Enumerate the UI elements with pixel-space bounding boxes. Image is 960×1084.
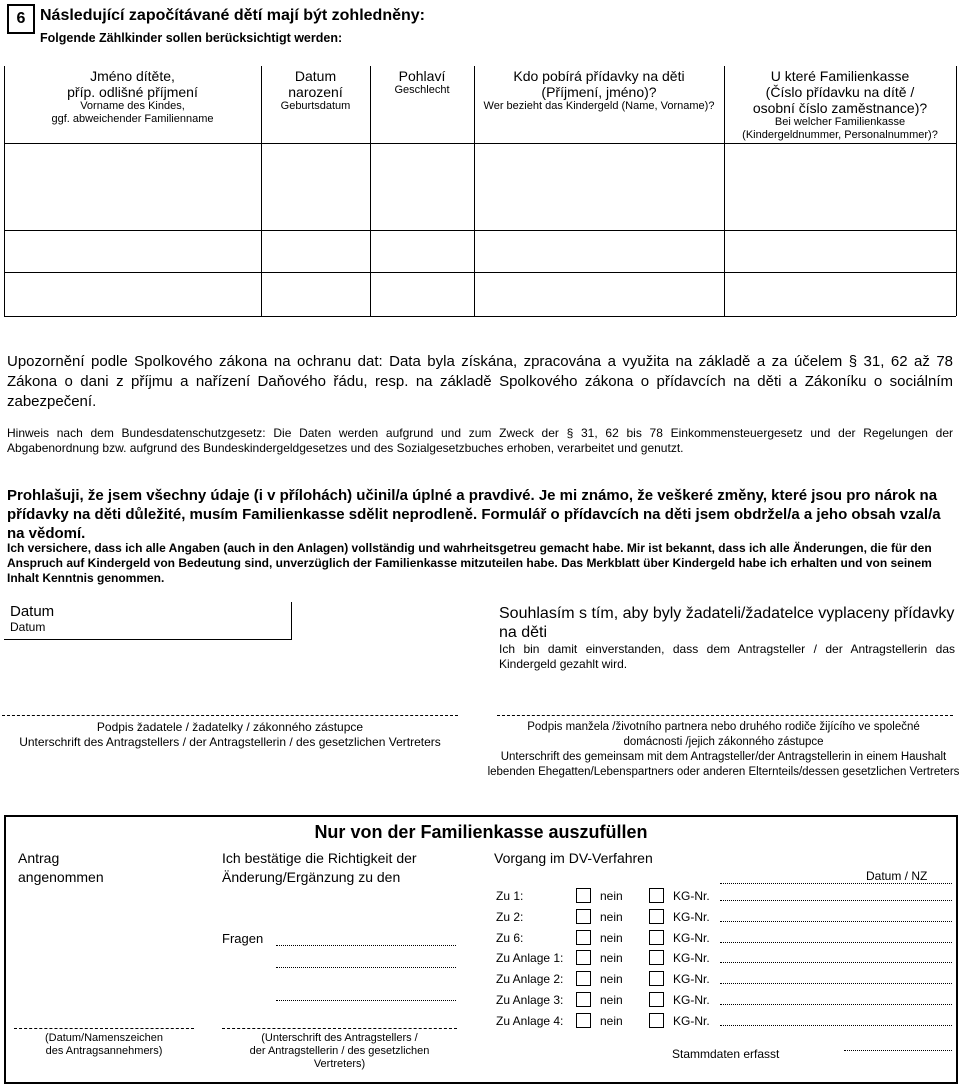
date-field[interactable] [4,602,292,640]
nein-checkbox[interactable] [576,1013,591,1028]
fragen-line-1[interactable] [276,945,456,946]
office-title: Nur von der Familienkasse auszufüllen [314,822,648,842]
datum-nz-label: Datum / NZ [866,869,928,883]
col-header-gender: Pohlaví Geschlecht [394,68,450,96]
kg-nr-label: KG-Nr. [673,889,710,903]
fragen-label: Fragen [222,931,264,946]
vorgang-row-label: Zu 2: [496,910,524,924]
sig-line-applicant-office[interactable] [222,1028,457,1029]
nein-checkbox[interactable] [576,950,591,965]
col-header-recipient: Kdo pobírá přídavky na děti (Příjmení, jméno)? Wer bezieht das Kindergeld (Name, Vorname)? [483,68,715,112]
kg-checkbox[interactable] [649,930,664,945]
kg-nr-line[interactable] [720,962,952,963]
kg-checkbox[interactable] [649,909,664,924]
signature-line-applicant[interactable] [2,715,458,716]
table-row-1-name[interactable] [5,144,261,230]
datum-nz-line[interactable] [720,883,952,884]
signature-label-partner: Podpis manžela /životního partnera nebo druhého rodiče žijícího ve společné domácnosti /jejich zákonného zástupce Unterschrift des gemeinsam mit dem Antragsteller/der Antragstellerin in einem Haushalt lebenden Ehegatten/Lebenspartners oder anderen Elternteils/dessen gesetzlichen Vertreters [487,721,960,778]
signature-line-partner[interactable] [497,715,953,716]
nein-label: nein [600,993,623,1007]
antrag-label: Antrag angenommen [18,850,104,885]
nein-label: nein [600,1014,623,1028]
table-row-3-name[interactable] [5,273,261,316]
kg-nr-label: KG-Nr. [673,931,710,945]
date-label-cz: Datum [10,603,55,620]
declaration-cz: Prohlašuji, že jsem všechny údaje (i v přílohách) učinil/a úplné a pravdivé. Je mi známo, že veškeré změny, které jsou pro nárok na přídavky na děti důležité, musím Familienkasse sdělit neprodleně. Formulář o přídavcích na děti jsem obdržel/a a jeho obsah vzal/a na vědomí. [7,487,941,542]
date-label-de: Datum [10,620,46,634]
vorgang-row-label: Zu Anlage 2: [496,972,564,986]
table-row-2-name[interactable] [5,231,261,272]
kg-nr-label: KG-Nr. [673,993,710,1007]
section-number: 6 [7,4,35,34]
kg-nr-label: KG-Nr. [673,972,710,986]
nein-label: nein [600,951,623,965]
consent-cz: Souhlasím s tím, aby byly žadateli/žadatelce vyplaceny přídavky na děti [499,605,955,641]
kg-nr-line[interactable] [720,900,952,901]
vorgang-label: Vorgang im DV-Verfahren [494,850,653,866]
kg-checkbox[interactable] [649,971,664,986]
nein-label: nein [600,931,623,945]
data-protection-notice-cz: Upozornění podle Spolkového zákona na ochranu dat: Data byla získána, zpracována a využita na základě a za účelem § 31, 62 až 78 Zákona o dani z příjmu a nařízení Daňového řádu, resp. na základě Spolkového zákona o přídavcích na děti a Zákoníku o sociálním zabezpečení. [7,353,953,410]
fragen-line-3[interactable] [276,1000,456,1001]
nein-label: nein [600,910,623,924]
vorgang-row-label: Zu Anlage 4: [496,1014,564,1028]
kg-checkbox[interactable] [649,950,664,965]
sig-line-datum[interactable] [14,1028,194,1029]
nein-checkbox[interactable] [576,992,591,1007]
sig-label-datum: (Datum/Namenszeichen des Antragsannehmers) [45,1032,163,1057]
nein-checkbox[interactable] [576,909,591,924]
kg-checkbox[interactable] [649,888,664,903]
vorgang-row-label: Zu Anlage 3: [496,993,564,1007]
col-header-child-name: Jméno dítěte, příp. odlišné příjmení Vorname des Kindes, ggf. abweichender Familienname [51,68,214,125]
kg-nr-line[interactable] [720,1025,952,1026]
vorgang-row-label: Zu Anlage 1: [496,951,564,965]
vorgang-row-label: Zu 1: [496,889,524,903]
nein-label: nein [600,972,623,986]
declaration-de: Ich versichere, dass ich alle Angaben (auch in den Anlagen) vollständig und wahrheitsgetreu gemacht habe. Mir ist bekannt, dass ich alle Änderungen, die für den Anspruch auf Kindergeld von Bedeutung sind, unverzüglich der Familienkasse mitzuteilen habe. Das Merkblatt über Kindergeld habe ich erhalten und von seinem Inhalt Kenntnis genommen. [7,541,932,585]
confirm-label: Ich bestätige die Richtigkeit der Änderung/Ergänzung zu den [222,850,417,885]
kg-checkbox[interactable] [649,992,664,1007]
stammdaten-label: Stammdaten erfasst [672,1047,780,1061]
kg-nr-label: KG-Nr. [673,951,710,965]
vorgang-row-label: Zu 6: [496,931,524,945]
nein-checkbox[interactable] [576,888,591,903]
section-title: Následující započítávané dětí mají být zohledněny: [40,7,425,24]
nein-label: nein [600,889,623,903]
consent-de: Ich bin damit einverstanden, dass dem Antragsteller / der Antragstellerin das Kindergeld gezahlt wird. [499,642,955,671]
nein-checkbox[interactable] [576,971,591,986]
sig-label-applicant-office: (Unterschrift des Antragstellers / der Antragstellerin / des gesetzlichen Vertreters) [249,1032,430,1070]
kg-nr-line[interactable] [720,1004,952,1005]
data-protection-notice-de: Hinweis nach dem Bundesdatenschutzgesetz: Die Daten werden aufgrund und zum Zweck der § 31, 62 bis 78 Einkommensteuergesetz und der Regelungen der Abgabenordnung bzw. aufgrund des Bundeskindergeldgesetzes und des Sozialgesetzbuches erhoben, verarbeitet und genutzt. [7,426,953,455]
section-subtitle: Folgende Zählkinder sollen berücksichtigt werden: [40,31,343,45]
fragen-line-2[interactable] [276,967,456,968]
stammdaten-line[interactable] [844,1050,952,1051]
kg-checkbox[interactable] [649,1013,664,1028]
nein-checkbox[interactable] [576,930,591,945]
col-header-birthdate: Datum narození Geburtsdatum [280,68,351,112]
col-header-familienkasse: U které Familienkasse (Číslo přídavku na dítě / osobní číslo zaměstnance)? Bei welcher Familienkasse (Kindergeldnummer, Personalnummer)? [742,68,938,141]
kg-nr-label: KG-Nr. [673,1014,710,1028]
kg-nr-label: KG-Nr. [673,910,710,924]
kg-nr-line[interactable] [720,983,952,984]
kg-nr-line[interactable] [720,942,952,943]
kg-nr-line[interactable] [720,921,952,922]
signature-label-applicant: Podpis žadatele / žadatelky / zákonného zástupce Unterschrift des Antragstellers / der Antragstellerin / des gesetzlichen Vertreters [19,720,441,749]
